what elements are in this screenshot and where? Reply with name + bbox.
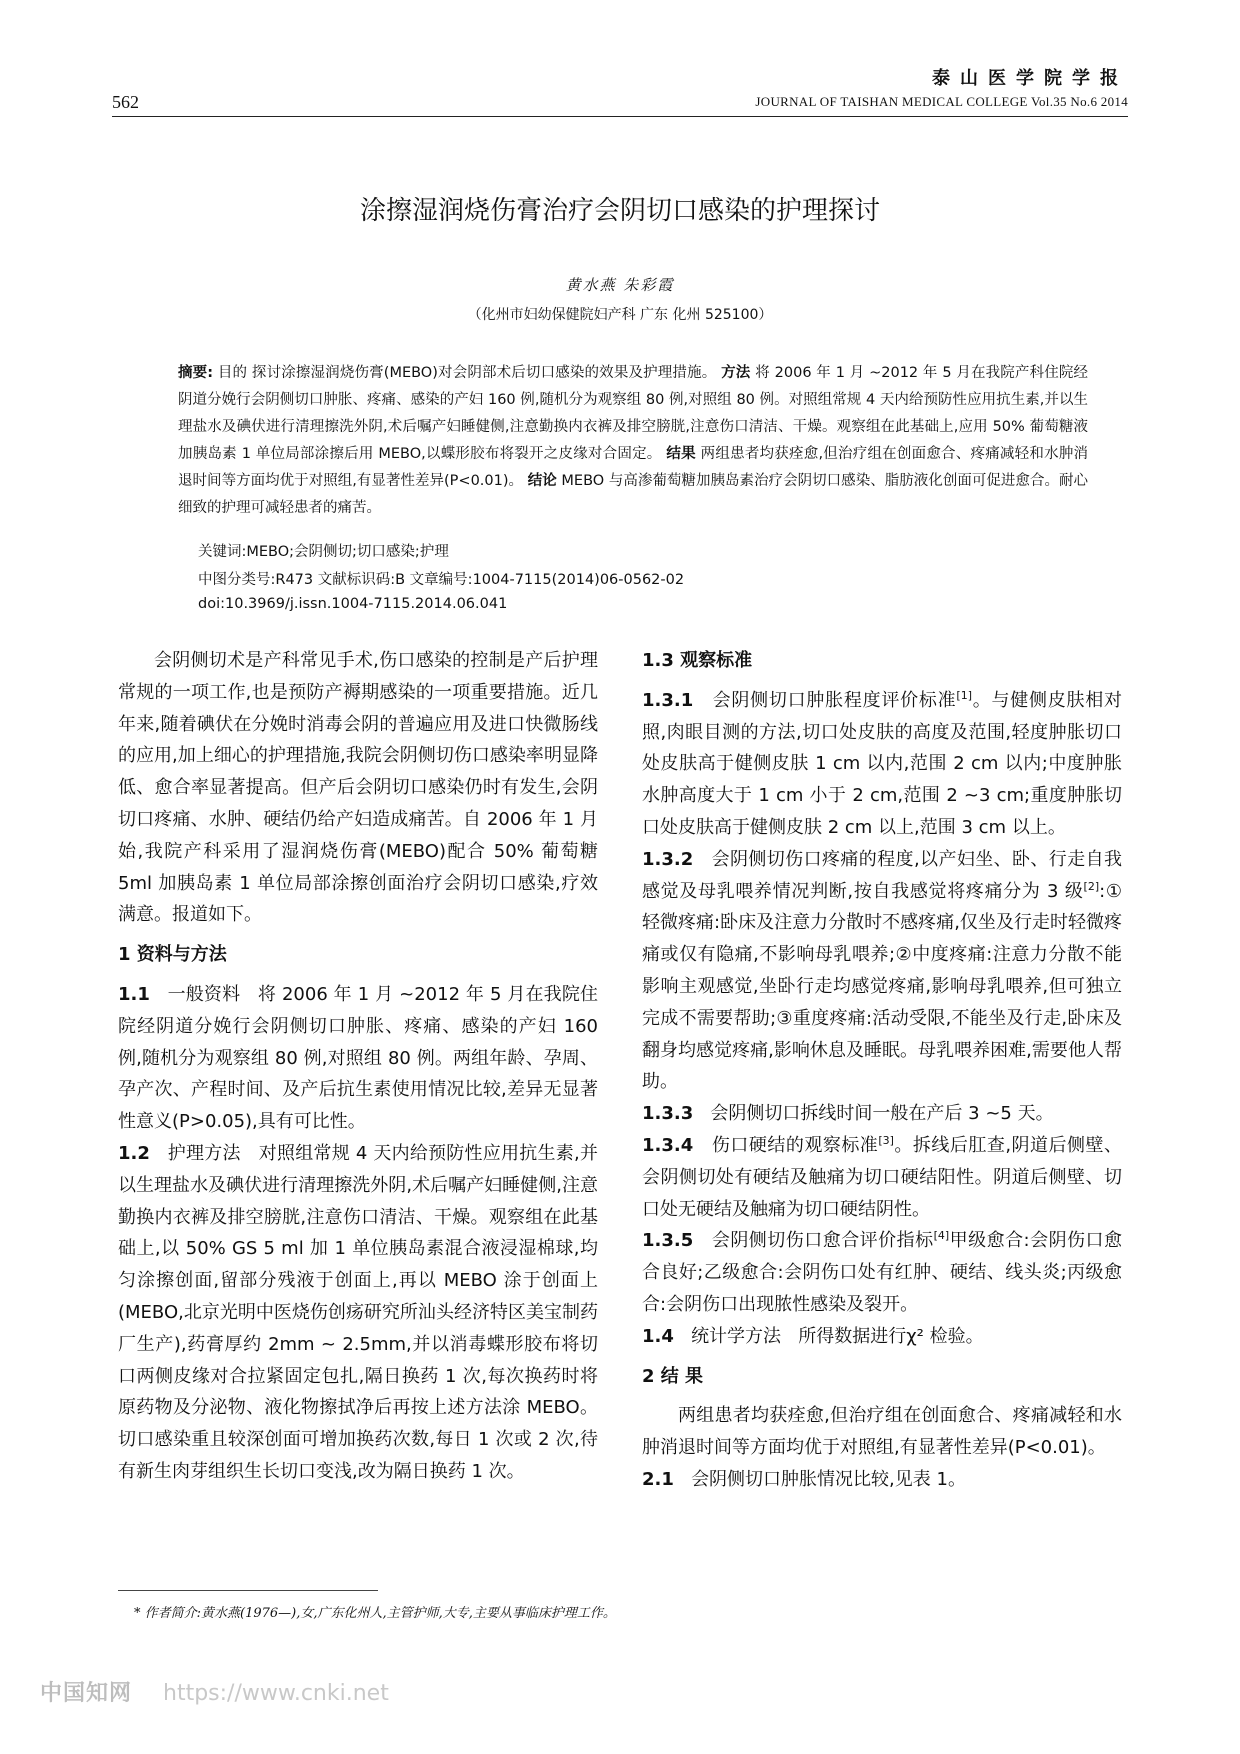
- journal-name-cn: 泰山医学院学报: [932, 68, 1128, 89]
- subsection-1-3-4: [642, 1130, 1122, 1225]
- page-number: 562: [112, 92, 139, 112]
- intro-paragraph: 会阴侧切术是产科常见手术,伤口感染的控制是产后护理常规的一项工作,也是预防产褥期感染的一项重要措施。近几年来,随着碘伏在分娩时消毒会阴的普遍应用及进口快微肠线的应用,加上细心的护理措施,我院会阴侧切伤口感染率明显降低、愈合率显著提高。但产后会阴切口感染仍时有发生,会阴切口疼痛、水肿、硬结仍给产妇造成痛苦。自 2006 年 1 月始,我院产科采用了湿润烧伤膏(MEBO)配合 50% 葡萄糖 5ml 加胰岛素 1 单位局部涂擦创面治疗会阴切口感染,疗效满意。报道如下。: [118, 650, 598, 926]
- footnote-rule: [118, 1590, 378, 1591]
- abstract-objective: 目的 探讨涂擦湿润烧伤膏(MEBO)对会阴部术后切口感染的效果及护理措施。: [217, 365, 717, 381]
- abstract-conclusion: MEBO 与高渗葡萄糖加胰岛素治疗会阴切口感染、脂肪液化创面可促进愈合。耐心细致的护理可减轻患者的痛苦。: [178, 473, 1089, 516]
- subsection-text: 对照组常规 4 天内给预防性应用抗生素,并以生理盐水及碘伏进行清理擦洗外阴,术后嘱产妇睡健侧,注意勤换内衣裤及排空膀胱,注意伤口清洁、干燥。观察组在此基础上,以 50% GS 5 ml 加 1 单位胰岛素混合液浸湿棉球,均匀涂擦创面,留部分残液于创面上,再以 MEBO 涂于创面上(MEBO,北京光明中医烧伤创疡研究所汕头经济特区美宝制药厂生产),药膏厚约 2mm ~ 2.5mm,并以消毒蝶形胶布将切口两侧皮缘对合拉紧固定包扎,隔日换药 1 次,每次换药时将原药物及分泌物、液化物擦拭净后再按上述方法涂 MEBO。切口感染重且较深创面可增加换药次数,每日 1 次或 2 次,待有新生肉芽组织生长切口变浅,改为隔日换药 1 次。: [118, 1142, 598, 1482]
- subsection-1-4: [642, 1321, 1122, 1353]
- subsection-1-1: [118, 979, 598, 1138]
- citation-ref: [3]: [878, 1133, 894, 1147]
- subsection-title: 会阴侧切伤口愈合评价指标: [711, 1230, 934, 1252]
- keywords: 关键词:MEBO;会阴侧切;切口感染;护理: [198, 544, 449, 560]
- subsection-1-3-2: [642, 844, 1122, 1098]
- paper-title: 涂擦湿润烧伤膏治疗会阴切口感染的护理探讨: [359, 196, 880, 226]
- subsection-title: 一般资料: [167, 983, 241, 1005]
- classification-line: 中图分类号:R473 文献标识码:B 文章编号:1004-7115(2014)06-0562-02: [198, 572, 685, 588]
- left-column: [118, 645, 598, 1488]
- section-heading-1-3: 1.3 观察标准: [642, 650, 753, 671]
- subsection-text: 甲级愈合:会阴伤口愈合良好;乙级愈合:会阴伤口处有红肿、硬结、线头炎;丙级愈合:会阴伤口出现脓性感染及裂开。: [642, 1230, 1122, 1315]
- section-heading-2: 2 结 果: [642, 1365, 704, 1387]
- subsection-text: 将 2006 年 1 月 ~2012 年 5 月在我院住院经阴道分娩行会阴侧切口肿胀、疼痛、感染的产妇 160 例,随机分为观察组 80 例,对照组 80 例。两组年龄、孕周、孕产次、产程时间、及产后抗生素使用情况比较,差异无显著性意义(P>0.05),具有可比性。: [118, 983, 598, 1133]
- subsection-number: 1.3.2: [642, 848, 694, 870]
- authors: 黄水燕 朱彩霞: [565, 276, 675, 294]
- subsection-text: 。拆线后肛查,阴道后侧壁、会阴侧切处有硬结及触痛为切口硬结阳性。阴道后侧壁、切口处无硬结及触痛为切口硬结阴性。: [642, 1134, 1122, 1220]
- abstract-method-label: 方法: [721, 365, 751, 381]
- subsection-number: 2.1: [642, 1468, 674, 1490]
- cnki-logo-text: 中国知网: [40, 1681, 133, 1706]
- citation-ref: [1]: [956, 688, 973, 702]
- subsection-2-1: [642, 1464, 1122, 1496]
- journal-name-en: JOURNAL OF TAISHAN MEDICAL COLLEGE Vol.35 No.6 2014: [755, 94, 1128, 109]
- subsection-title: 伤口硬结的观察标准: [711, 1134, 879, 1156]
- subsection-number: 1.1: [118, 983, 150, 1005]
- subsection-title: 会阴侧切口肿胀程度评价标准: [712, 689, 957, 711]
- subsection-title: 统计学方法: [691, 1325, 782, 1347]
- section-heading-1: 1 资料与方法: [118, 944, 227, 966]
- abstract-label: 摘要:: [178, 365, 214, 381]
- subsection-text: 。与健侧皮肤相对照,肉眼目测的方法,切口处皮肤的高度及范围,轻度肿胀切口处皮肤高于健侧皮肤 1 cm 以内,范围 2 cm 以内;中度肿胀水肿高度大于 1 cm 小于 2 cm,范围 2 ~3 cm;重度肿胀切口处皮肤高于健侧皮肤 2 cm 以上,范围 3 cm 以上。: [642, 689, 1123, 838]
- subsection-text: 所得数据进行χ² 检验。: [798, 1325, 984, 1347]
- cnki-url: https://www.cnki.net: [163, 1681, 389, 1706]
- cnki-watermark: [40, 1676, 389, 1707]
- header-rule: [112, 116, 1128, 117]
- author-footnote: * 作者简介:黄水燕(1976—),女,广东化州人,主管护师,大专,主要从事临床护理工作。: [134, 1606, 616, 1621]
- results-paragraph: 两组患者均获痊愈,但治疗组在创面愈合、疼痛减轻和水肿消退时间等方面均优于对照组,有显著性差异(P<0.01)。: [642, 1405, 1122, 1459]
- abstract-result-label: 结果: [666, 446, 696, 462]
- subsection-number: 1.3.4: [642, 1134, 694, 1156]
- right-column: [642, 645, 1122, 1496]
- abstract-result: 两组患者均获痊愈,但治疗组在创面愈合、疼痛减轻和水肿消退时间等方面均优于对照组,有显著性差异(P<0.01)。: [178, 446, 1089, 489]
- subsection-number: 1.2: [118, 1142, 150, 1164]
- subsection-number: 1.3.1: [642, 689, 694, 711]
- subsection-text: 会阴侧切口拆线时间一般在产后 3 ~5 天。: [710, 1103, 1054, 1125]
- citation-ref: [4]: [933, 1229, 950, 1243]
- abstract-method: 将 2006 年 1 月 ~2012 年 5 月在我院产科住院经阴道分娩行会阴侧切口肿胀、疼痛、感染的产妇 160 例,随机分为观察组 80 例,对照组 80 例。对照组常规 4 天内给预防性应用抗生素,并以生理盐水及碘伏进行清理擦洗外阴,术后嘱产妇睡健侧,注意勤换内衣裤及排空膀胱,注意伤口清洁、干燥。观察组在此基础上,应用 50% 葡萄糖液加胰岛素 1 单位局部涂擦后用 MEBO,以蝶形胶布将裂开之皮缘对合固定。: [178, 365, 1089, 462]
- subsection-number: 1.4: [642, 1325, 674, 1347]
- subsection-title: 护理方法: [167, 1142, 241, 1164]
- subsection-1-3-1: [642, 685, 1122, 844]
- abstract: [178, 360, 1088, 522]
- doi: doi:10.3969/j.issn.1004-7115.2014.06.041: [198, 596, 508, 612]
- subsection-number: 1.3.3: [642, 1103, 694, 1125]
- subsection-number: 1.3.5: [642, 1230, 694, 1252]
- subsection-1-3-5: [642, 1225, 1122, 1320]
- abstract-conclusion-label: 结论: [527, 473, 557, 489]
- subsection-1-2: [118, 1138, 598, 1488]
- citation-ref: [2]: [1083, 879, 1100, 893]
- subsection-text: 会阴侧切口肿胀情况比较,见表 1。: [691, 1468, 966, 1490]
- subsection-text: 会阴侧切伤口疼痛的程度,以产妇坐、卧、行走自我感觉及母乳喂养情况判断,按自我感觉将疼痛分为 3 级: [642, 848, 1122, 902]
- subsection-1-3-3: [642, 1098, 1122, 1130]
- subsection-text-continued: :①轻微疼痛:卧床及注意力分散时不感疼痛,仅坐及行走时轻微疼痛或仅有隐痛,不影响母乳喂养;②中度疼痛:注意力分散不能影响主观感觉,坐卧行走均感觉疼痛,影响母乳喂养,但可独立完成不需要帮助;③重度疼痛:活动受限,不能坐及行走,卧床及翻身均感觉疼痛,影响休息及睡眠。母乳喂养困难,需要他人帮助。: [642, 880, 1123, 1093]
- affiliation: （化州市妇幼保健院妇产科 广东 化州 525100）: [467, 307, 773, 323]
